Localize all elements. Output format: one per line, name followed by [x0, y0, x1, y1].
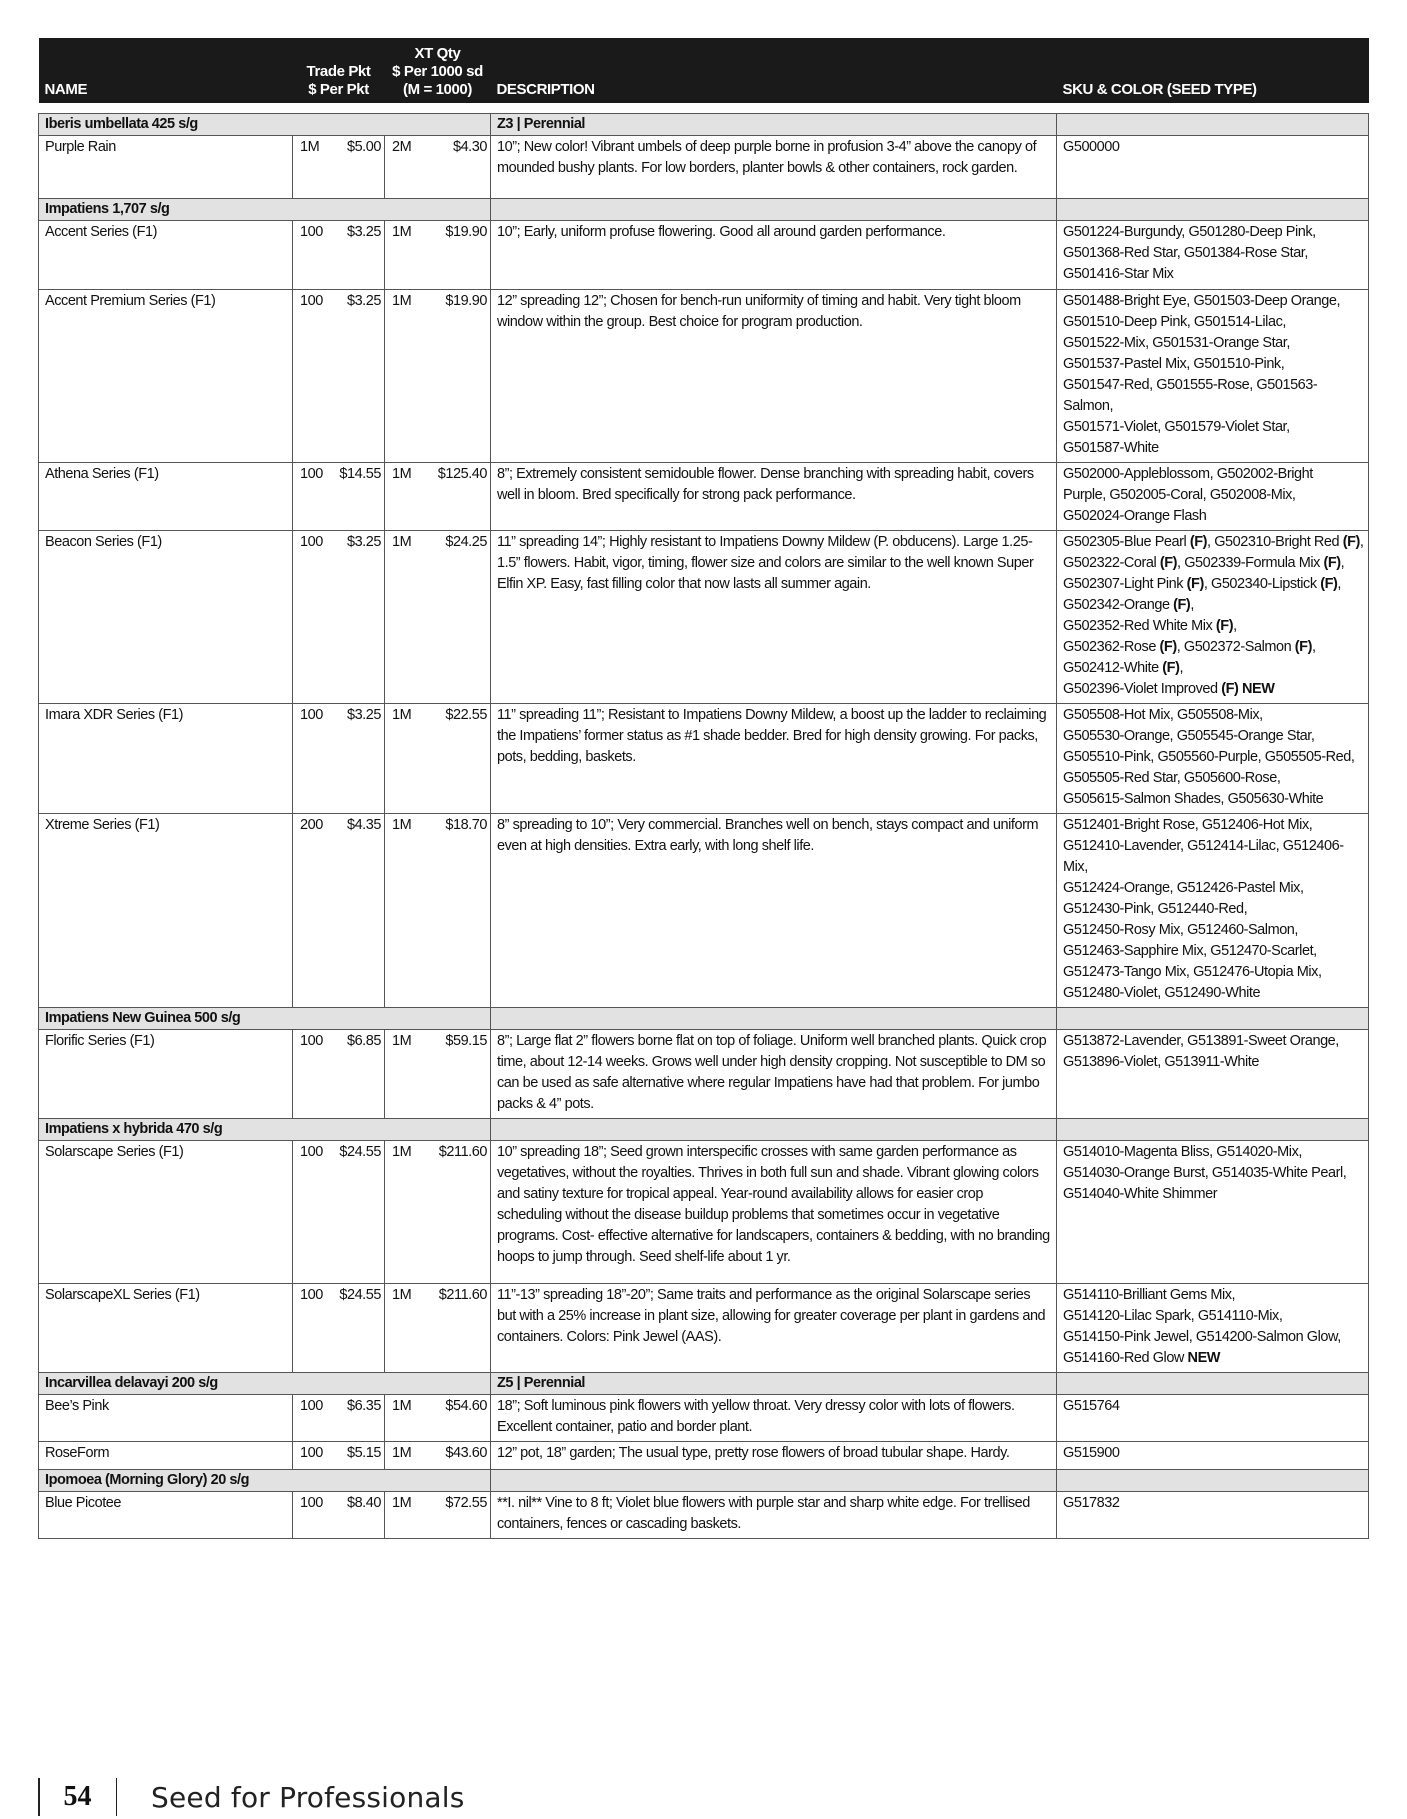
category-sku-blank	[1057, 1470, 1369, 1492]
product-description: 10” spreading 18”; Seed grown interspecific crosses with same garden performance as vegetatives, without the royalties. Thrives in both full sun and shade. Vibrant glowing colors and satiny texture for tropical appeal. Year-round availability allows for easier crop scheduling without the disease buildup problems that sometimes occur in vegetative programs. Cost- effective alternative for landscapers, containers & bedding, with no branding hoops to jump through. Seed shelf-life about 1 yr.	[491, 1141, 1057, 1284]
seed-type-tag: (F)	[1189, 534, 1208, 550]
footer-divider	[38, 1778, 40, 1816]
product-name: Bee’s Pink	[39, 1395, 293, 1442]
product-name: Blue Picotee	[39, 1492, 293, 1539]
category-row	[39, 114, 1369, 136]
sku-entry: G501537-Pastel Mix, G501510-Pink,	[1063, 356, 1285, 372]
product-description: 11”-13” spreading 18”-20”; Same traits and performance as the original Solarscape series but with a 25% increase in plant size, allowing for greater coverage per plant in gardens and containers. Colors: Pink Jewel (AAS).	[491, 1284, 1057, 1373]
table-row	[39, 814, 1369, 1008]
sku-entry: G501522-Mix, G501531-Orange Star,	[1063, 335, 1290, 351]
trade-pkt-qty: 200	[293, 814, 327, 1008]
product-description: 8”; Extremely consistent semidouble flower. Dense branching with spreading habit, covers well in bloom. Bred specifically for strong pack performance.	[491, 463, 1057, 531]
xt-price: $125.40	[419, 463, 491, 531]
trade-pkt-price: $3.25	[327, 704, 385, 814]
product-description: 8”; Large flat 2” flowers borne flat on top of foliage. Uniform well branched plants. Quick crop time, about 12-14 weeks. Grows well under high density cropping. Not susceptible to DM so can be used as safe alternative where regular Impatiens have had that problem. For jumbo packs & 4” pots.	[491, 1030, 1057, 1119]
trade-pkt-qty: 100	[293, 463, 327, 531]
sku-entry: G502352-Red White Mix (F),	[1063, 618, 1237, 634]
seed-type-tag: (F)	[1323, 555, 1341, 571]
product-description: 10”; New color! Vibrant umbels of deep purple borne in profusion 3-4” above the canopy of mounded bushy plants. For low borders, planter bowls & other containers, rock garden.	[491, 136, 1057, 199]
table-row	[39, 704, 1369, 814]
table-header-row	[39, 38, 1369, 103]
product-description: 10”; Early, uniform profuse flowering. Good all around garden performance.	[491, 221, 1057, 290]
table-row	[39, 1395, 1369, 1442]
xt-qty: 1M	[385, 1395, 419, 1442]
table-row	[39, 1141, 1369, 1284]
category-name: Iberis umbellata 425 s/g	[39, 114, 491, 136]
sku-list	[1057, 290, 1369, 463]
category-row	[39, 1373, 1369, 1395]
category-sku-blank	[1057, 114, 1369, 136]
xt-qty: 1M	[385, 1030, 419, 1119]
product-description: **I. nil** Vine to 8 ft; Violet blue flowers with purple star and sharp white edge. For trellised containers, fences or cascading baskets.	[491, 1492, 1057, 1539]
trade-pkt-price: $24.55	[327, 1284, 385, 1373]
xt-price: $211.60	[419, 1284, 491, 1373]
sku-entry: G517832	[1063, 1495, 1120, 1511]
category-sku-blank	[1057, 1373, 1369, 1395]
sku-list	[1057, 463, 1369, 531]
trade-pkt-price: $8.40	[327, 1492, 385, 1539]
trade-pkt-qty: 100	[293, 221, 327, 290]
product-name: Beacon Series (F1)	[39, 531, 293, 704]
sku-entry: G512410-Lavender, G512414-Lilac, G512406-Mix,	[1063, 838, 1344, 875]
sku-list	[1057, 1030, 1369, 1119]
sku-entry: G502362-Rose (F), G502372-Salmon (F),	[1063, 639, 1316, 655]
category-tag	[491, 1008, 1057, 1030]
sku-entry: G501368-Red Star, G501384-Rose Star,	[1063, 245, 1308, 261]
sku-column-header: SKU & COLOR (SEED TYPE)	[1057, 38, 1369, 103]
product-description: 11” spreading 14”; Highly resistant to Impatiens Downy Mildew (P. obducens). Large 1.25-1.5” flowers. Habit, vigor, timing, flower size and colors are similar to the well known Super Elfin XP. Easy, fast filling color that now lasts all summer again.	[491, 531, 1057, 704]
xt-qty: 1M	[385, 1284, 419, 1373]
category-tag	[491, 1470, 1057, 1492]
table-row	[39, 1492, 1369, 1539]
seed-type-tag: (F)	[1162, 660, 1180, 676]
xt-price: $19.90	[419, 221, 491, 290]
trade-pkt-qty: 100	[293, 1492, 327, 1539]
page-number: 54	[63, 1781, 92, 1812]
sku-entry: G501416-Star Mix	[1063, 266, 1174, 282]
product-name: Purple Rain	[39, 136, 293, 199]
xt-qty: 1M	[385, 814, 419, 1008]
trade-pkt-qty: 100	[293, 1030, 327, 1119]
category-name: Incarvillea delavayi 200 s/g	[39, 1373, 491, 1395]
xt-price: $72.55	[419, 1492, 491, 1539]
sku-entry: G512401-Bright Rose, G512406-Hot Mix,	[1063, 817, 1313, 833]
sku-entry: G514120-Lilac Spark, G514110-Mix,	[1063, 1308, 1283, 1324]
sku-entry: Purple, G502005-Coral, G502008-Mix,	[1063, 487, 1296, 503]
table-row	[39, 221, 1369, 290]
product-description: 8” spreading to 10”; Very commercial. Branches well on bench, stays compact and uniform even at high densities. Extra early, with long shelf life.	[491, 814, 1057, 1008]
seed-type-tag: (F)	[1159, 555, 1178, 571]
seed-catalog-table	[38, 38, 1369, 1539]
table-row	[39, 1442, 1369, 1470]
sku-entry: G501488-Bright Eye, G501503-Deep Orange,	[1063, 293, 1341, 309]
page-footer	[38, 1775, 465, 1819]
product-name: Solarscape Series (F1)	[39, 1141, 293, 1284]
category-row	[39, 1008, 1369, 1030]
sku-entry: G505505-Red Star, G505600-Rose,	[1063, 770, 1281, 786]
xt-price: $19.90	[419, 290, 491, 463]
seed-type-tag: (F)	[1186, 576, 1204, 592]
sku-entry: G514160-Red Glow NEW	[1063, 1350, 1221, 1366]
table-row	[39, 1030, 1369, 1119]
trade-pkt-price: $3.25	[327, 221, 385, 290]
table-row	[39, 136, 1369, 199]
product-name: Accent Series (F1)	[39, 221, 293, 290]
product-name: Accent Premium Series (F1)	[39, 290, 293, 463]
category-tag: Z3 | Perennial	[491, 114, 1057, 136]
sku-entry: G505508-Hot Mix, G505508-Mix,	[1063, 707, 1263, 723]
sku-list	[1057, 1492, 1369, 1539]
xt-price: $4.30	[419, 136, 491, 199]
seed-type-tag: (F)	[1294, 639, 1312, 655]
xt-qty: 1M	[385, 1442, 419, 1470]
category-tag: Z5 | Perennial	[491, 1373, 1057, 1395]
sku-list	[1057, 1395, 1369, 1442]
sku-entry: G505530-Orange, G505545-Orange Star,	[1063, 728, 1315, 744]
category-row	[39, 199, 1369, 221]
trade-pkt-qty: 100	[293, 531, 327, 704]
seed-type-tag: (F)	[1215, 618, 1234, 634]
trade-pkt-qty: 100	[293, 1284, 327, 1373]
category-tag	[491, 1119, 1057, 1141]
sku-entry: G502000-Appleblossom, G502002-Bright	[1063, 466, 1313, 482]
xt-price: $22.55	[419, 704, 491, 814]
xt-qty: 1M	[385, 221, 419, 290]
sku-entry: G515900	[1063, 1445, 1120, 1461]
sku-entry: G512473-Tango Mix, G512476-Utopia Mix,	[1063, 964, 1322, 980]
footer-divider	[116, 1778, 118, 1816]
product-description: 12” pot, 18” garden; The usual type, pretty rose flowers of broad tubular shape. Hardy.	[491, 1442, 1057, 1470]
trade-pkt-price: $24.55	[327, 1141, 385, 1284]
sku-entry: G514110-Brilliant Gems Mix,	[1063, 1287, 1236, 1303]
sku-list	[1057, 704, 1369, 814]
sku-entry: G502412-White (F),	[1063, 660, 1184, 676]
trade-pkt-header-line: $ Per Pkt	[308, 81, 369, 98]
category-name: Ipomoea (Morning Glory) 20 s/g	[39, 1470, 491, 1492]
trade-pkt-qty: 100	[293, 290, 327, 463]
new-badge: NEW	[1187, 1350, 1221, 1366]
xt-qty: 1M	[385, 290, 419, 463]
product-name: Xtreme Series (F1)	[39, 814, 293, 1008]
xt-price: $54.60	[419, 1395, 491, 1442]
xt-price: $211.60	[419, 1141, 491, 1284]
table-row	[39, 290, 1369, 463]
xt-qty: 1M	[385, 704, 419, 814]
sku-entry: G501224-Burgundy, G501280-Deep Pink,	[1063, 224, 1316, 240]
sku-entry: G501587-White	[1063, 440, 1159, 456]
xt-qty: 2M	[385, 136, 419, 199]
sku-entry: G514030-Orange Burst, G514035-White Pearl,	[1063, 1165, 1347, 1181]
table-row	[39, 1284, 1369, 1373]
sku-entry: G514010-Magenta Bliss, G514020-Mix,	[1063, 1144, 1302, 1160]
sku-entry: G513872-Lavender, G513891-Sweet Orange,	[1063, 1033, 1339, 1049]
new-badge: NEW	[1241, 681, 1275, 697]
trade-pkt-price: $3.25	[327, 531, 385, 704]
trade-pkt-price: $6.35	[327, 1395, 385, 1442]
sku-entry: G515764	[1063, 1398, 1120, 1414]
sku-list	[1057, 1141, 1369, 1284]
category-sku-blank	[1057, 199, 1369, 221]
sku-entry: G501547-Red, G501555-Rose, G501563-Salmon,	[1063, 377, 1318, 414]
xt-qty: 1M	[385, 1141, 419, 1284]
seed-type-tag: (F)	[1173, 597, 1191, 613]
trade-pkt-price: $5.15	[327, 1442, 385, 1470]
trade-pkt-price: $4.35	[327, 814, 385, 1008]
sku-list	[1057, 1284, 1369, 1373]
sku-entry: G512424-Orange, G512426-Pastel Mix,	[1063, 880, 1304, 896]
xt-qty-column-header	[385, 38, 491, 103]
trade-pkt-price: $3.25	[327, 290, 385, 463]
table-row	[39, 463, 1369, 531]
xt-qty-header-line: $ Per 1000 sd	[392, 63, 483, 80]
sku-entry: G502396-Violet Improved (F) NEW	[1063, 681, 1275, 697]
trade-pkt-qty: 1M	[293, 136, 327, 199]
category-row	[39, 1470, 1369, 1492]
sku-entry: G513896-Violet, G513911-White	[1063, 1054, 1259, 1070]
trade-pkt-qty: 100	[293, 1442, 327, 1470]
sku-list	[1057, 531, 1369, 704]
category-name: Impatiens New Guinea 500 s/g	[39, 1008, 491, 1030]
seed-type-tag: (F)	[1342, 534, 1360, 550]
seed-type-tag: (F)	[1320, 576, 1338, 592]
sku-entry: G514150-Pink Jewel, G514200-Salmon Glow,	[1063, 1329, 1341, 1345]
product-name: Florific Series (F1)	[39, 1030, 293, 1119]
xt-price: $43.60	[419, 1442, 491, 1470]
sku-list	[1057, 1442, 1369, 1470]
product-description: 12” spreading 12”; Chosen for bench-run uniformity of timing and habit. Very tight bloom window within the group. Best choice for program production.	[491, 290, 1057, 463]
category-tag	[491, 199, 1057, 221]
sku-entry: G505615-Salmon Shades, G505630-White	[1063, 791, 1324, 807]
xt-qty-header-line: XT Qty	[414, 45, 461, 62]
sku-list	[1057, 136, 1369, 199]
catalog-body	[39, 114, 1369, 1539]
xt-price: $59.15	[419, 1030, 491, 1119]
xt-price: $24.25	[419, 531, 491, 704]
product-name: Imara XDR Series (F1)	[39, 704, 293, 814]
trade-pkt-qty: 100	[293, 1395, 327, 1442]
sku-entry: G500000	[1063, 139, 1120, 155]
sku-entry: G501510-Deep Pink, G501514-Lilac,	[1063, 314, 1286, 330]
sku-entry: G512450-Rosy Mix, G512460-Salmon,	[1063, 922, 1298, 938]
sku-list	[1057, 814, 1369, 1008]
category-sku-blank	[1057, 1008, 1369, 1030]
product-name: Athena Series (F1)	[39, 463, 293, 531]
sku-entry: G502322-Coral (F), G502339-Formula Mix (F),	[1063, 555, 1345, 571]
sku-list	[1057, 221, 1369, 290]
name-column-header: NAME	[39, 38, 293, 103]
trade-pkt-qty: 100	[293, 1141, 327, 1284]
sku-entry: G505510-Pink, G505560-Purple, G505505-Red,	[1063, 749, 1355, 765]
sku-entry: G502305-Blue Pearl (F), G502310-Bright Red (F),	[1063, 534, 1364, 550]
description-column-header: DESCRIPTION	[491, 38, 1057, 103]
sku-entry: G502307-Light Pink (F), G502340-Lipstick (F),	[1063, 576, 1341, 592]
trade-pkt-price: $14.55	[327, 463, 385, 531]
sku-entry: G512430-Pink, G512440-Red,	[1063, 901, 1248, 917]
xt-qty: 1M	[385, 531, 419, 704]
sku-entry: G512480-Violet, G512490-White	[1063, 985, 1261, 1001]
xt-price: $18.70	[419, 814, 491, 1008]
category-row	[39, 1119, 1369, 1141]
sku-entry: G502024-Orange Flash	[1063, 508, 1207, 524]
xt-qty: 1M	[385, 463, 419, 531]
seed-type-tag: (F)	[1221, 681, 1239, 697]
table-row	[39, 531, 1369, 704]
sku-entry: G501571-Violet, G501579-Violet Star,	[1063, 419, 1290, 435]
xt-qty-header-line: (M = 1000)	[403, 81, 472, 98]
product-description: 11” spreading 11”; Resistant to Impatiens Downy Mildew, a boost up the ladder to reclaiming the Impatiens’ former status as #1 shade bedder. Bred for high density growing. For packs, pots, bedding, baskets.	[491, 704, 1057, 814]
trade-pkt-qty: 100	[293, 704, 327, 814]
xt-qty: 1M	[385, 1492, 419, 1539]
trade-pkt-price: $6.85	[327, 1030, 385, 1119]
sku-entry: G502342-Orange (F),	[1063, 597, 1194, 613]
category-name: Impatiens 1,707 s/g	[39, 199, 491, 221]
product-name: RoseForm	[39, 1442, 293, 1470]
trade-pkt-price: $5.00	[327, 136, 385, 199]
seed-type-tag: (F)	[1159, 639, 1177, 655]
category-sku-blank	[1057, 1119, 1369, 1141]
trade-pkt-header-line: Trade Pkt	[306, 63, 371, 80]
trade-pkt-column-header	[293, 38, 385, 103]
product-name: SolarscapeXL Series (F1)	[39, 1284, 293, 1373]
sku-entry: G512463-Sapphire Mix, G512470-Scarlet,	[1063, 943, 1317, 959]
category-name: Impatiens x hybrida 470 s/g	[39, 1119, 491, 1141]
catalog-title: Seed for Professionals	[151, 1780, 465, 1814]
product-description: 18”; Soft luminous pink flowers with yellow throat. Very dressy color with lots of flowers. Excellent container, patio and border plant.	[491, 1395, 1057, 1442]
sku-entry: G514040-White Shimmer	[1063, 1186, 1218, 1202]
